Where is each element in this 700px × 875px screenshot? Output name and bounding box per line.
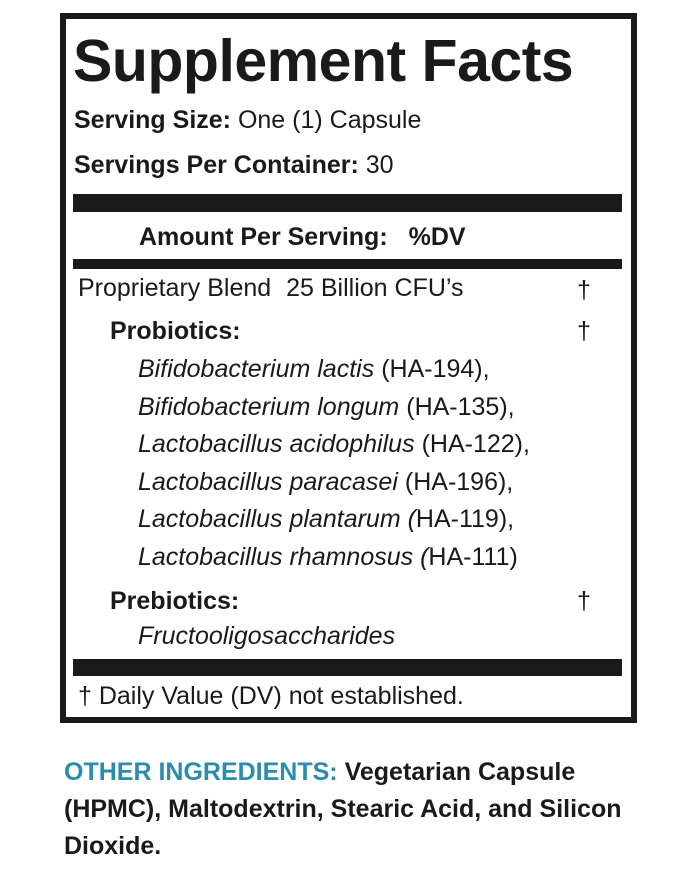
blend-amount: 25 Billion CFU’s xyxy=(286,274,464,302)
servings-per-container-label: Servings Per Container: xyxy=(74,151,359,179)
strain-row xyxy=(138,542,518,572)
blend-row xyxy=(78,273,464,303)
strain-code: HA-119), xyxy=(415,505,515,533)
strain-code: (HA-196), xyxy=(404,467,514,496)
strain-code: (HA-135), xyxy=(406,392,515,421)
strain-code: (HA-194), xyxy=(381,355,490,383)
servings-per-container-row xyxy=(74,150,394,180)
thick-divider-bottom xyxy=(73,659,622,676)
blend-dv: † xyxy=(577,276,591,304)
dv-header: %DV xyxy=(408,223,466,251)
strain-row xyxy=(138,392,515,422)
strain-code: (HA-122), xyxy=(421,430,530,458)
divider-mid xyxy=(73,259,622,269)
servings-per-container-value: 30 xyxy=(365,151,394,179)
strain-row xyxy=(138,467,513,497)
strain-name: Lactobacillus paracasei xyxy=(138,467,398,496)
prebiotic-item: Fructooligosaccharides xyxy=(138,622,396,650)
prebiotics-dv: † xyxy=(577,587,591,615)
strain-row xyxy=(138,354,490,384)
strain-name: Lactobacillus rhamnosus ( xyxy=(138,542,429,571)
amount-header-row xyxy=(139,222,466,252)
strain-row xyxy=(138,504,514,534)
strain-name: Bifidobacterium lactis xyxy=(138,355,375,383)
strain-name: Bifidobacterium longum xyxy=(138,392,400,421)
probiotics-dv: † xyxy=(577,317,591,345)
probiotics-label: Probiotics: xyxy=(110,317,241,345)
other-ingredients xyxy=(64,754,674,865)
supplement-facts-panel xyxy=(60,13,637,723)
footnote: † Daily Value (DV) not established. xyxy=(78,682,464,710)
blend-name: Proprietary Blend xyxy=(78,274,272,302)
amount-per-serving-header: Amount Per Serving: xyxy=(139,223,388,251)
prebiotics-label: Prebiotics: xyxy=(110,587,240,615)
serving-size-row xyxy=(74,105,421,135)
strain-code: HA-111) xyxy=(428,542,518,571)
serving-size-value: One (1) Capsule xyxy=(237,106,422,134)
other-ingredients-label: OTHER INGREDIENTS: xyxy=(64,758,338,786)
strain-name: Lactobacillus plantarum ( xyxy=(138,505,416,533)
other-ingredients-text: Vegetarian Capsule (HPMC), Maltodextrin, Stearic Acid, and Silicon Dioxide. xyxy=(64,758,622,860)
panel-title: Supplement Facts xyxy=(73,28,574,94)
strain-name: Lactobacillus acidophilus xyxy=(138,430,415,458)
strain-row xyxy=(138,429,530,459)
serving-size-label: Serving Size: xyxy=(74,106,231,134)
thick-divider-top xyxy=(73,194,622,212)
